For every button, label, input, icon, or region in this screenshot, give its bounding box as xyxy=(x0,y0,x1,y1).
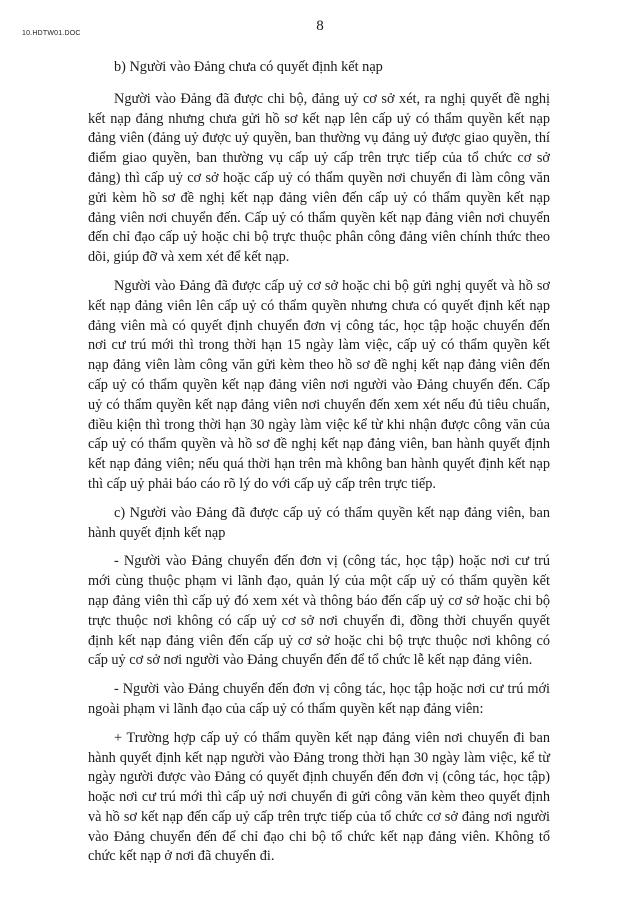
section-heading-c: c) Người vào Đảng đã được cấp uỷ có thẩm quyền kết nạp đảng viên, ban hành quyết định kết nạp xyxy=(88,504,550,541)
body-text xyxy=(88,58,550,876)
paragraph: Người vào Đảng đã được chi bộ, đảng uỷ cơ sở xét, ra nghị quyết đề nghị kết nạp đảng nhưng chưa gửi hồ sơ kết nạp lên cấp uỷ có thẩm quyền kết nạp đảng viên (đảng uỷ được uỷ quyền, ban thường vụ đảng uỷ được giao quyền, thí điểm giao quyền, ban thường vụ cấp uỷ cấp trên trực tiếp của tổ chức cơ sở đảng) thì cấp uỷ cơ sở hoặc cấp uỷ có thẩm quyền nơi chuyển đi làm công văn gửi kèm hồ sơ đề nghị kết nạp đảng viên đến cấp uỷ có thẩm quyền kết nạp đảng viên nơi chuyển đến. Cấp uỷ có thẩm quyền kết nạp đảng viên nơi chuyển đến chỉ đạo cấp uỷ hoặc chi bộ trực thuộc phân công đảng viên chính thức theo dõi, giúp đỡ và xem xét để kết nạp. xyxy=(88,90,550,266)
paragraph: + Trường hợp cấp uỷ có thẩm quyền kết nạp đảng viên nơi chuyển đi ban hành quyết định kết nạp người vào Đảng trong thời hạn 30 ngày làm việc, kể từ ngày người được vào Đảng có quyết định chuyển đến đơn vị (công tác, học tập) hoặc nơi cư trú mới thì cấp uỷ nơi chuyển đi gửi công văn kèm theo quyết định và hồ sơ kết nạp đến cấp uỷ cấp trên trực tiếp của tổ chức cơ sở đảng nơi người vào Đảng chuyển đến để chỉ đạo chi bộ tổ chức kết nạp đảng viên. Không tổ chức kết nạp ở nơi đã chuyển đi. xyxy=(88,729,550,865)
paragraph: Người vào Đảng đã được cấp uỷ cơ sở hoặc chi bộ gửi nghị quyết và hồ sơ kết nạp đảng viên lên cấp uỷ có thẩm quyền nhưng chưa có quyết định kết nạp đảng viên mà có quyết định chuyển đơn vị công tác, học tập hoặc chuyển đến nơi cư trú mới thì trong thời hạn 15 ngày làm việc, cấp uỷ có thẩm quyền kết nạp đảng viên làm công văn gửi kèm theo hồ sơ đề nghị kết nạp đảng viên đến cấp uỷ có thẩm quyền kết nạp đảng viên nơi người vào Đảng chuyển đến. Cấp uỷ có thẩm quyền kết nạp đảng viên nơi chuyển đến xem xét nếu đủ tiêu chuẩn, điều kiện thì trong thời hạn 30 ngày làm việc kể từ khi nhận được công văn của cấp uỷ có thẩm quyền và hồ sơ đề nghị kết nạp đảng viên, ban hành quyết định kết nạp đảng viên; nếu quá thời hạn trên mà không ban hành quyết định kết nạp thì cấp uỷ phải báo cáo rõ lý do với cấp uỷ cấp trên trực tiếp. xyxy=(88,277,550,492)
section-heading-b: b) Người vào Đảng chưa có quyết định kết nạp xyxy=(114,59,383,75)
page-number: 8 xyxy=(316,18,324,34)
paragraph: - Người vào Đảng chuyển đến đơn vị công tác, học tập hoặc nơi cư trú mới ngoài phạm vi lãnh đạo của cấp uỷ có thẩm quyền kết nạp đảng viên: xyxy=(88,681,550,717)
file-code: 10.HDTW01.DOC xyxy=(22,30,81,37)
paragraph: - Người vào Đảng chuyển đến đơn vị (công tác, học tập) hoặc nơi cư trú mới cùng thuộc phạm vi lãnh đạo, quản lý của một cấp uỷ có thẩm quyền kết nạp đảng viên thì cấp uỷ đó xem xét và thông báo đến cấp uỷ cơ sở hoặc chi bộ trực thuộc nơi không có cấp uỷ cơ sở nơi chuyển đi, đồng thời chuyển quyết định kết nạp đảng viên đến cấp uỷ cơ sở hoặc chi bộ trực thuộc nơi không có cấp uỷ cơ sở nơi người vào Đảng chuyển đến để tổ chức lễ kết nạp đảng viên. xyxy=(88,553,550,669)
